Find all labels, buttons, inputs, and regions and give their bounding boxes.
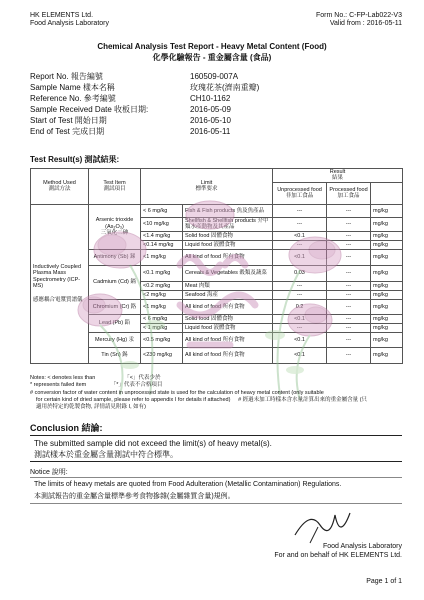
processed-cell: --- xyxy=(327,332,371,347)
unit-cell: mg/kg xyxy=(371,323,403,332)
unprocessed-cell: --- xyxy=(273,217,327,231)
item-header-zh: 測試項目 xyxy=(103,186,126,193)
meta-row xyxy=(30,82,259,93)
food-cell: All kind of food 所有食物 xyxy=(183,347,273,363)
company-name: HK ELEMENTS Ltd. xyxy=(30,12,94,19)
limit-cell: <230 mg/kg xyxy=(141,347,183,363)
processed-cell: --- xyxy=(327,249,371,265)
unit-cell: mg/kg xyxy=(371,231,403,240)
item-lead: Lead (Pb) 鉛 xyxy=(89,314,141,332)
food-cell: Fish & Fish products 魚及魚產品 xyxy=(183,204,273,217)
limit-cell: <1 mg/kg xyxy=(141,249,183,265)
conclusion-heading: Conclusion 結論: xyxy=(30,423,103,433)
results-heading: Test Result(s) 測試結果: xyxy=(30,155,120,164)
report-meta xyxy=(30,71,259,137)
food-cell: All kind of food 所有食物 xyxy=(183,332,273,347)
unprocessed-cell: --- xyxy=(273,323,327,332)
page-number: Page 1 of 1 xyxy=(366,578,402,585)
unit-cell: mg/kg xyxy=(371,249,403,265)
unprocessed-cell: --- xyxy=(273,290,327,299)
unprocessed-header-zh: 非加工食品 xyxy=(285,193,314,200)
method-en: Inductively Coupled Plasma Mass Spectrometry (ICP-MS) xyxy=(33,263,82,290)
meta-value: 160509-007A xyxy=(190,72,239,81)
meta-value: 2016-05-11 xyxy=(190,127,231,136)
unprocessed-cell: <0.1 xyxy=(273,314,327,323)
unprocessed-cell: <0.1 xyxy=(273,249,327,265)
item-header-en: Test Item xyxy=(103,180,126,186)
processed-cell: --- xyxy=(327,204,371,217)
limit-cell: <0.5 mg/kg xyxy=(141,332,183,347)
limit-header xyxy=(141,169,273,205)
meta-row xyxy=(30,126,259,137)
meta-row xyxy=(30,93,259,104)
divider xyxy=(30,435,402,436)
unprocessed-header-en: Unprocessed food xyxy=(277,186,322,193)
food-cell: All kind of food 所有食物 xyxy=(183,299,273,314)
method-header xyxy=(31,169,89,205)
meta-value: 2016-05-09 xyxy=(190,105,231,114)
method-header-en: Method Used xyxy=(43,180,76,186)
meta-label: Start of Test 開始日期 xyxy=(30,116,107,125)
limit-cell: <0.14 mg/kg xyxy=(141,240,183,249)
food-cell: Seafood 海產 xyxy=(183,290,273,299)
result-header-zh: 結果 xyxy=(332,175,344,182)
note-less-than: Notes: < denotes less than 「<」代表少於 xyxy=(30,375,161,381)
unit-cell: mg/kg xyxy=(371,281,403,290)
signature-image xyxy=(290,505,360,545)
processed-header-zh: 加工食品 xyxy=(337,193,360,200)
processed-cell: --- xyxy=(327,314,371,323)
unit-cell: mg/kg xyxy=(371,217,403,231)
meta-value: 2016-05-10 xyxy=(190,116,231,125)
processed-cell: --- xyxy=(327,299,371,314)
item-arsenic xyxy=(89,204,141,249)
table-row xyxy=(31,204,403,217)
food-cell: Liquid food 液體食物 xyxy=(183,240,273,249)
note-failed-item: * represents failed item 「*」代表不合格項目 xyxy=(30,382,163,388)
arsenic-formula: (As₂O₃) xyxy=(105,223,124,230)
processed-header xyxy=(327,182,371,204)
processed-cell: --- xyxy=(327,265,371,281)
unit-cell: mg/kg xyxy=(371,347,403,363)
processed-cell: --- xyxy=(327,290,371,299)
food-cell: Liquid food 液體食物 xyxy=(183,323,273,332)
processed-cell: --- xyxy=(327,217,371,231)
unit-cell: mg/kg xyxy=(371,265,403,281)
unit-header xyxy=(371,182,403,204)
food-cell: Cereals & Vegetables 穀類及蔬菜 xyxy=(183,265,273,281)
note-conversion-factor-3: 適用於特定的乾製食物, 詳情請見附錄 I, 如有) xyxy=(36,404,147,410)
limit-cell: < 6 mg/kg xyxy=(141,314,183,323)
meta-label: End of Test 完成日期 xyxy=(30,127,105,136)
report-title-zh: 化學化驗報告 - 重金屬含量 (食品) xyxy=(152,53,272,62)
item-cadmium: Cadmium (Cd) 鎘 xyxy=(89,265,141,299)
method-zh: 感應耦合電漿質譜儀 xyxy=(33,297,83,304)
item-antimony: Antimony (Sb) 銻 xyxy=(89,249,141,265)
meta-row xyxy=(30,115,259,126)
lab-name: Food Analysis Laboratory xyxy=(30,20,109,27)
unit-cell: mg/kg xyxy=(371,332,403,347)
unit-cell: mg/kg xyxy=(371,240,403,249)
notice-text-zh: 本測試報告的重金屬含量標準參考食物摻雜(金屬雜質含量)規例。 xyxy=(34,493,235,500)
unprocessed-cell: 0.2 xyxy=(273,299,327,314)
meta-label: Sample Name 樣本名稱 xyxy=(30,83,115,92)
valid-from: Valid from : 2016-05-11 xyxy=(329,20,402,27)
limit-cell: <0.2 mg/kg xyxy=(141,281,183,290)
processed-cell: --- xyxy=(327,281,371,290)
food-cell: Solid food 固體食物 xyxy=(183,231,273,240)
meta-value: CH10-1162 xyxy=(190,94,231,103)
limit-cell: <1 mg/kg xyxy=(141,299,183,314)
food-cell: Shellfish & Shellfish products 介甲類水產動物及其產品 xyxy=(183,217,273,231)
notes-block xyxy=(30,375,367,411)
item-mercury: Mercury (Hg) 汞 xyxy=(89,332,141,347)
processed-cell: --- xyxy=(327,240,371,249)
divider xyxy=(30,503,402,504)
method-cell xyxy=(31,204,89,363)
arsenic-zh: 三氧化二砷 xyxy=(100,230,129,237)
meta-row xyxy=(30,71,259,82)
conclusion-text: The submitted sample did not exceed the limit(s) of heavy metal(s). xyxy=(34,439,272,448)
unprocessed-cell: <0.1 xyxy=(273,332,327,347)
limit-header-en: Limit xyxy=(200,180,213,186)
divider xyxy=(30,477,402,478)
unprocessed-cell: <0.1 xyxy=(273,347,327,363)
unprocessed-cell: --- xyxy=(273,204,327,217)
unit-cell: mg/kg xyxy=(371,299,403,314)
result-header xyxy=(273,169,403,183)
conclusion-text-zh: 測試樣本於重金屬含量測試中符合標準。 xyxy=(34,450,178,459)
signature-lab: Food Analysis Laboratory xyxy=(323,543,402,550)
note-conversion-factor-2: for certain kind of dried sample, please refer to appendix I for details if attached) # 經過未加工時樣本含水量計算出來的重金屬含量 (只 xyxy=(36,397,368,403)
meta-label: Report No. 報告編號 xyxy=(30,72,103,81)
limit-cell: <0.1 mg/kg xyxy=(141,265,183,281)
signature-on-behalf: For and on behalf of HK ELEMENTS Ltd. xyxy=(274,552,402,559)
limit-cell: < 1 mg/kg xyxy=(141,323,183,332)
report-title: Chemical Analysis Test Report - Heavy Metal Content (Food) xyxy=(97,42,327,51)
unit-cell: mg/kg xyxy=(371,314,403,323)
unprocessed-cell: <0.1 xyxy=(273,231,327,240)
limit-header-zh: 標準要求 xyxy=(195,186,218,193)
meta-label: Sample Received Date 收板日期: xyxy=(30,105,149,114)
limit-cell: < 6 mg/kg xyxy=(141,204,183,217)
unit-cell: mg/kg xyxy=(371,204,403,217)
table-header-row xyxy=(31,169,403,183)
limit-cell: <2 mg/kg xyxy=(141,290,183,299)
results-table xyxy=(30,168,403,364)
item-header xyxy=(89,169,141,205)
method-header-zh: 測試方法 xyxy=(48,186,71,193)
divider xyxy=(30,461,402,462)
result-header-en: Result xyxy=(329,169,346,175)
processed-cell: --- xyxy=(327,231,371,240)
food-cell: All kind of food 所有食物 xyxy=(183,249,273,265)
meta-value: 玫瑰花茶(濟南重瓣) xyxy=(190,83,260,92)
unprocessed-cell: --- xyxy=(273,281,327,290)
food-cell: Solid food 固體食物 xyxy=(183,314,273,323)
limit-cell: <1.4 mg/kg xyxy=(141,231,183,240)
item-chromium: Chromium (Cr) 鉻 xyxy=(89,299,141,314)
processed-cell: --- xyxy=(327,323,371,332)
limit-cell: <10 mg/kg xyxy=(141,217,183,231)
unprocessed-cell: 0.03 xyxy=(273,265,327,281)
notice-heading: Notice 說明: xyxy=(30,469,68,476)
unprocessed-cell: --- xyxy=(273,240,327,249)
note-conversion-factor: # conversion factor of water content in unprocessed state is used for the calculation of heavy metal content (only suitable xyxy=(30,390,324,396)
food-cell: Meat 肉類 xyxy=(183,281,273,290)
item-tin: Tin (Sn) 錫 xyxy=(89,347,141,363)
meta-row xyxy=(30,104,259,115)
form-number: Form No.: C-FP-Lab022-V3 xyxy=(316,12,402,19)
unit-cell: mg/kg xyxy=(371,290,403,299)
processed-cell: --- xyxy=(327,347,371,363)
arsenic-en: Arsenic trioxide xyxy=(95,217,134,224)
notice-text: The limits of heavy metals are quoted from Food Adulteration (Metallic Contamination) Regulations. xyxy=(34,481,342,488)
meta-label: Reference No. 參考編號 xyxy=(30,94,116,103)
unprocessed-header xyxy=(273,182,327,204)
processed-header-en: Processed food xyxy=(329,186,368,193)
